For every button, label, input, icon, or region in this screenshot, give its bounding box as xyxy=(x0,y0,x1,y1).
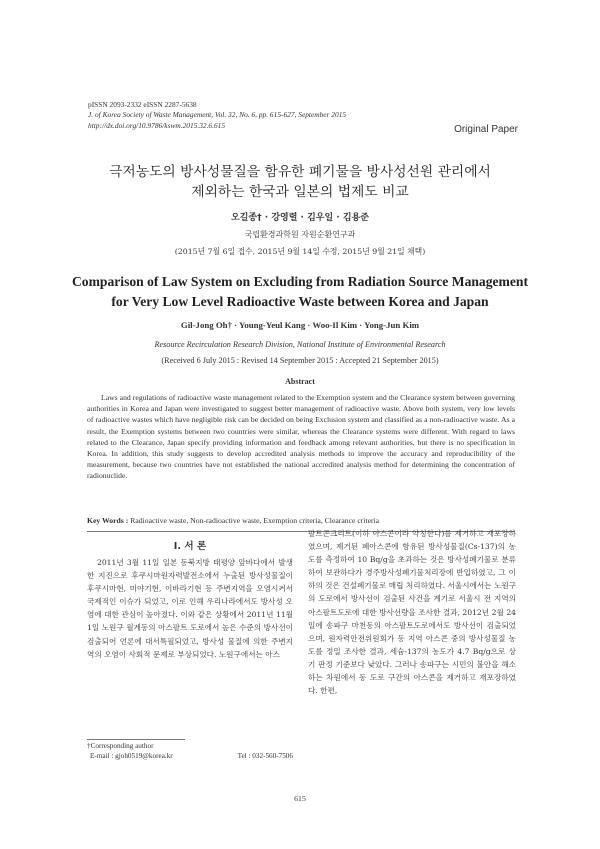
keywords-text: Radioactive waste, Non-radioactive waste, Exemption criteria, Clearance criteria xyxy=(130,516,380,525)
abstract-text: Laws and regulations of radioactive waste management related to the Exemption system and the Clearance system between governing authorities in Korea and Japan were investigated to suggest better management of radioactive waste. Above both system, very low levels of radioactive wastes which have negligible risk can be decided on being Exclusion system and classified as a non-radioactive waste. As a result, the Exemption systems between two countries were similar, whereas the Clearance systems were different. With regard to laws related to the Clearance, Japan specify providing information and feedback among relevant authorities, but there is no specification in Korea. In addition, this study suggests to develop accredited analysis methods to improve the accuracy and reproducibility of the measurement, because two countries have not established the national accredited analysis method for determining the concentration of radionuclide. xyxy=(87,393,515,481)
korean-affiliation: 국립환경과학원 자원순환연구과 xyxy=(244,230,356,239)
footnote-email[interactable]: E-mail : gjoh0519@korea.kr xyxy=(90,751,173,760)
body-column-left xyxy=(87,556,293,661)
footnote-corresponding-author: †Corresponding author xyxy=(87,742,154,750)
article-type-label: Original Paper xyxy=(454,124,518,135)
footnote-tel: Tel : 032-560-7506 xyxy=(237,751,293,760)
body-paragraph: 2011년 3월 11일 일본 동북지방 태평양 앞바다에서 발생한 지진으로 후쿠시마원자력발전소에서 누출된 방사성물질이 후쿠시마현, 미야기현, 이바라기현 등 주변지역을 오염시켜서 국제적인 이슈가 되었고, 이로 인해 우리나라에서도 방사성 오염에 대한 관심이 높아졌다. 이와 같은 상황에서 2011년 11월 1일 노원구 월계동의 아스팔트 도로에서 높은 수준의 방사선이 검출되어 언론에 대서특필되었고, 방사성 물질에 의한 주변지역의 오염이 사회적 문제로 부상되었다. 노원구에서는 아스 xyxy=(87,558,293,659)
section-heading-introduction: I. 서 론 xyxy=(173,541,207,552)
english-affiliation: Resource Recirculation Research Division, National Institute of Environmental Research xyxy=(154,340,446,349)
doi-link[interactable]: http://dx.doi.org/10.9786/kswm.2015.32.6.615 xyxy=(88,120,226,130)
keywords xyxy=(87,516,527,525)
korean-received-dates: (2015년 7월 6일 접수, 2015년 9월 14일 수정, 2015년 9월 21일 채택) xyxy=(174,247,426,256)
korean-title-line-2: 제외하는 한국과 일본의 법제도 비교 xyxy=(191,184,409,200)
body-paragraph: 팔트콘크리트(이하 아스콘이라 약칭한다)를 제거하고 재포장하였으며, 제거된 폐아스콘에 함유된 방사성물질(Cs-137)의 농도를 측정하여 10 Bq/g을 초과하는 것은 방사성폐기물로 분류하여 보관하다가 경주방사성폐기물처리장에 반입하였고, 그 이하의 것은 건설폐기물로 매립 처리하였다. 서울시에서는 노원구의 도로에서 방사선이 검출된 사건을 계기로 서울시 전 지역의 아스팔트도로에 대한 방사선량을 조사한 결과, 2012년 2월 24일에 송파구 마천동의 아스팔트도로에서도 방사선이 검출되었으며, 원자력안전위원회가 동 지역 아스콘 중의 방사성물질 농도를 정밀 조사한 결과, 세슘-137의 농도가 4.7 Bq/g으로 상기 판정 기준보다 낮았다. 그러나 송파구는 시민의 불안을 해소하는 차원에서 동 도로 구간의 아스콘을 제거하고 재포장하였다. 한편, xyxy=(308,529,516,696)
english-title-line-1: Comparison of Law System on Excluding from Radiation Source Management xyxy=(71,274,529,289)
footnote-divider xyxy=(87,739,185,740)
english-title xyxy=(50,272,550,312)
abstract-heading: Abstract xyxy=(285,377,315,386)
footnote-contact xyxy=(87,752,293,762)
footnote xyxy=(87,742,293,761)
english-title-line-2: for Very Low Level Radioactive Waste between Korea and Japan xyxy=(111,294,489,309)
issn-line: pISSN 2093-2332 eISSN 2287-5638 xyxy=(88,100,197,109)
korean-title-line-1: 극저농도의 방사성물질을 함유한 폐기물을 방사성선원 관리에서 xyxy=(109,164,491,180)
journal-citation: J. of Korea Society of Waste Management, Vol. 32, No. 6, pp. 615-627, September 2015 xyxy=(88,110,347,120)
korean-title xyxy=(60,162,540,202)
english-received-dates: (Received 6 July 2015 : Revised 14 September 2015 : Accepted 21 September 2015) xyxy=(161,356,439,365)
page-number: 615 xyxy=(294,794,306,803)
korean-authors: 오길종† · 강영렬 · 김우일 · 김용준 xyxy=(231,213,369,223)
english-authors: Gil-Jong Oh† · Young-Yeul Kang · Woo-Il Kim · Yong-Jun Kim xyxy=(180,320,420,330)
keywords-label: Key Words : xyxy=(87,516,129,525)
body-column-right xyxy=(308,527,516,697)
